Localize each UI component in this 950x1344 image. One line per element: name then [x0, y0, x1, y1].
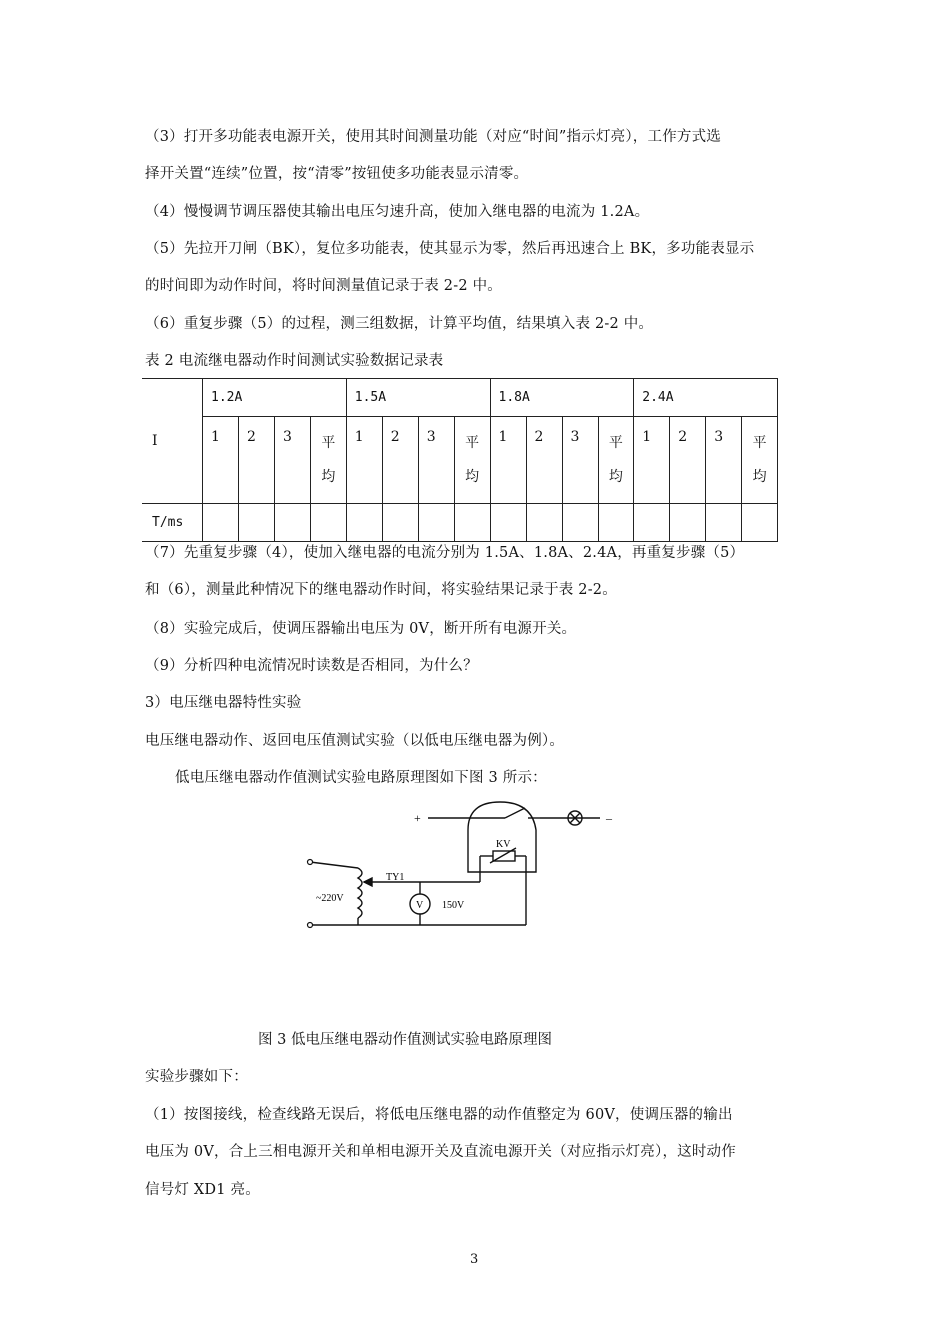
current-header-4: 2.4A [634, 379, 778, 417]
wiper-arrow-icon [364, 878, 372, 886]
paragraph-step8: （8）实验完成后，使调压器输出电压为 0V，断开所有电源开关。 [145, 621, 577, 637]
paragraph-step1-line2: 电压为 0V，合上三相电源开关和单相电源开关及直流电源开关（对应指示灯亮），这时动作 [145, 1144, 736, 1160]
figure-caption: 图 3 低电压继电器动作值测试实验电路原理图 [258, 1032, 552, 1048]
plus-label: + [414, 811, 421, 825]
avg-top: 平 [752, 435, 767, 451]
timing-data-table [142, 378, 778, 542]
sub-col: 2 [382, 417, 418, 504]
data-cell [239, 504, 275, 542]
avg-col [454, 417, 490, 504]
avg-bottom: 均 [465, 469, 480, 485]
sub-col: 1 [203, 417, 239, 504]
table-title: 表 2 电流继电器动作时间测试实验数据记录表 [145, 353, 444, 369]
figure-intro: 低电压继电器动作值测试实验电路原理图如下图 3 所示： [175, 770, 547, 786]
autotransformer-coil [358, 868, 362, 918]
kv-label: KV [496, 839, 511, 850]
paragraph-step5-line2: 的时间即为动作时间，将时间测量值记录于表 2-2 中。 [145, 278, 502, 294]
avg-top: 平 [608, 435, 623, 451]
avg-top: 平 [321, 435, 336, 451]
avg-top: 平 [465, 435, 480, 451]
data-cell [275, 504, 311, 542]
row-label-time: T/ms [142, 504, 203, 542]
data-cell [382, 504, 418, 542]
sub-col: 1 [634, 417, 670, 504]
ac-source-label: ~220V [316, 893, 344, 904]
ac-input-top [310, 862, 358, 868]
terminal-bottom [308, 923, 313, 928]
avg-col [311, 417, 347, 504]
sub-col: 3 [275, 417, 311, 504]
avg-col [742, 417, 778, 504]
row-label-current: I [142, 379, 203, 504]
paragraph-step1-line3: 信号灯 XD1 亮。 [145, 1182, 260, 1198]
paragraph-step3-line2: 择开关置“连续”位置，按“清零”按钮使多功能表显示清零。 [145, 166, 529, 182]
data-cell [203, 504, 239, 542]
data-cell [526, 504, 562, 542]
paragraph-step7-line1: （7）先重复步骤（4），使加入继电器的电流分别为 1.5A、1.8A、2.4A，再重复步骤（5） [145, 545, 745, 561]
avg-bottom: 均 [608, 469, 623, 485]
data-cell [454, 504, 490, 542]
terminal-top [308, 860, 313, 865]
paragraph-step3-line1: （3）打开多功能表电源开关，使用其时间测量功能（对应“时间”指示灯亮），工作方式选 [145, 129, 721, 145]
paragraph-step7-line2: 和（6），测量此种情况下的继电器动作时间，将实验结果记录于表 2-2。 [145, 582, 617, 598]
paragraph-step1-line1: （1）按图接线，检查线路无误后，将低电压继电器的动作值整定为 60V，使调压器的输出 [145, 1107, 733, 1123]
current-header-3: 1.8A [490, 379, 634, 417]
sub-col: 2 [239, 417, 275, 504]
data-cell [490, 504, 526, 542]
avg-bottom: 均 [752, 469, 767, 485]
current-header-2: 1.5A [346, 379, 490, 417]
data-cell [562, 504, 598, 542]
paragraph-step5-line1: （5）先拉开刀闸（BK），复位多功能表，使其显示为零，然后再迅速合上 BK，多功能表显示 [145, 241, 755, 257]
data-cell [311, 504, 347, 542]
data-cell [670, 504, 706, 542]
avg-bottom: 均 [321, 469, 336, 485]
section-subheading: 电压继电器动作、返回电压值测试实验（以低电压继电器为例）。 [145, 733, 565, 749]
data-cell [706, 504, 742, 542]
sub-col: 3 [706, 417, 742, 504]
sub-col: 1 [346, 417, 382, 504]
sub-col: 3 [418, 417, 454, 504]
data-cell [346, 504, 382, 542]
page-number: 3 [470, 1252, 479, 1267]
contact-blade [505, 808, 525, 818]
current-header-1: 1.2A [203, 379, 347, 417]
ty1-label: TY1 [386, 872, 405, 883]
steps-heading: 实验步骤如下： [145, 1069, 248, 1085]
paragraph-step9: （9）分析四种电流情况时读数是否相同，为什么？ [145, 658, 478, 674]
sub-col: 3 [562, 417, 598, 504]
data-cell [742, 504, 778, 542]
data-cell [598, 504, 634, 542]
section-heading: 3）电压继电器特性实验 [145, 695, 302, 711]
voltmeter-label: V [416, 900, 424, 911]
voltmeter-range-label: 150V [442, 900, 465, 911]
data-cell [418, 504, 454, 542]
sub-col: 2 [670, 417, 706, 504]
avg-col [598, 417, 634, 504]
circuit-diagram [300, 800, 620, 940]
data-cell [634, 504, 670, 542]
minus-label: – [606, 811, 612, 825]
sub-col: 2 [526, 417, 562, 504]
sub-col: 1 [490, 417, 526, 504]
paragraph-step6: （6）重复步骤（5）的过程，测三组数据，计算平均值，结果填入表 2-2 中。 [145, 316, 654, 332]
paragraph-step4: （4）慢慢调节调压器使其输出电压匀速升高，使加入继电器的电流为 1.2A。 [145, 204, 650, 220]
